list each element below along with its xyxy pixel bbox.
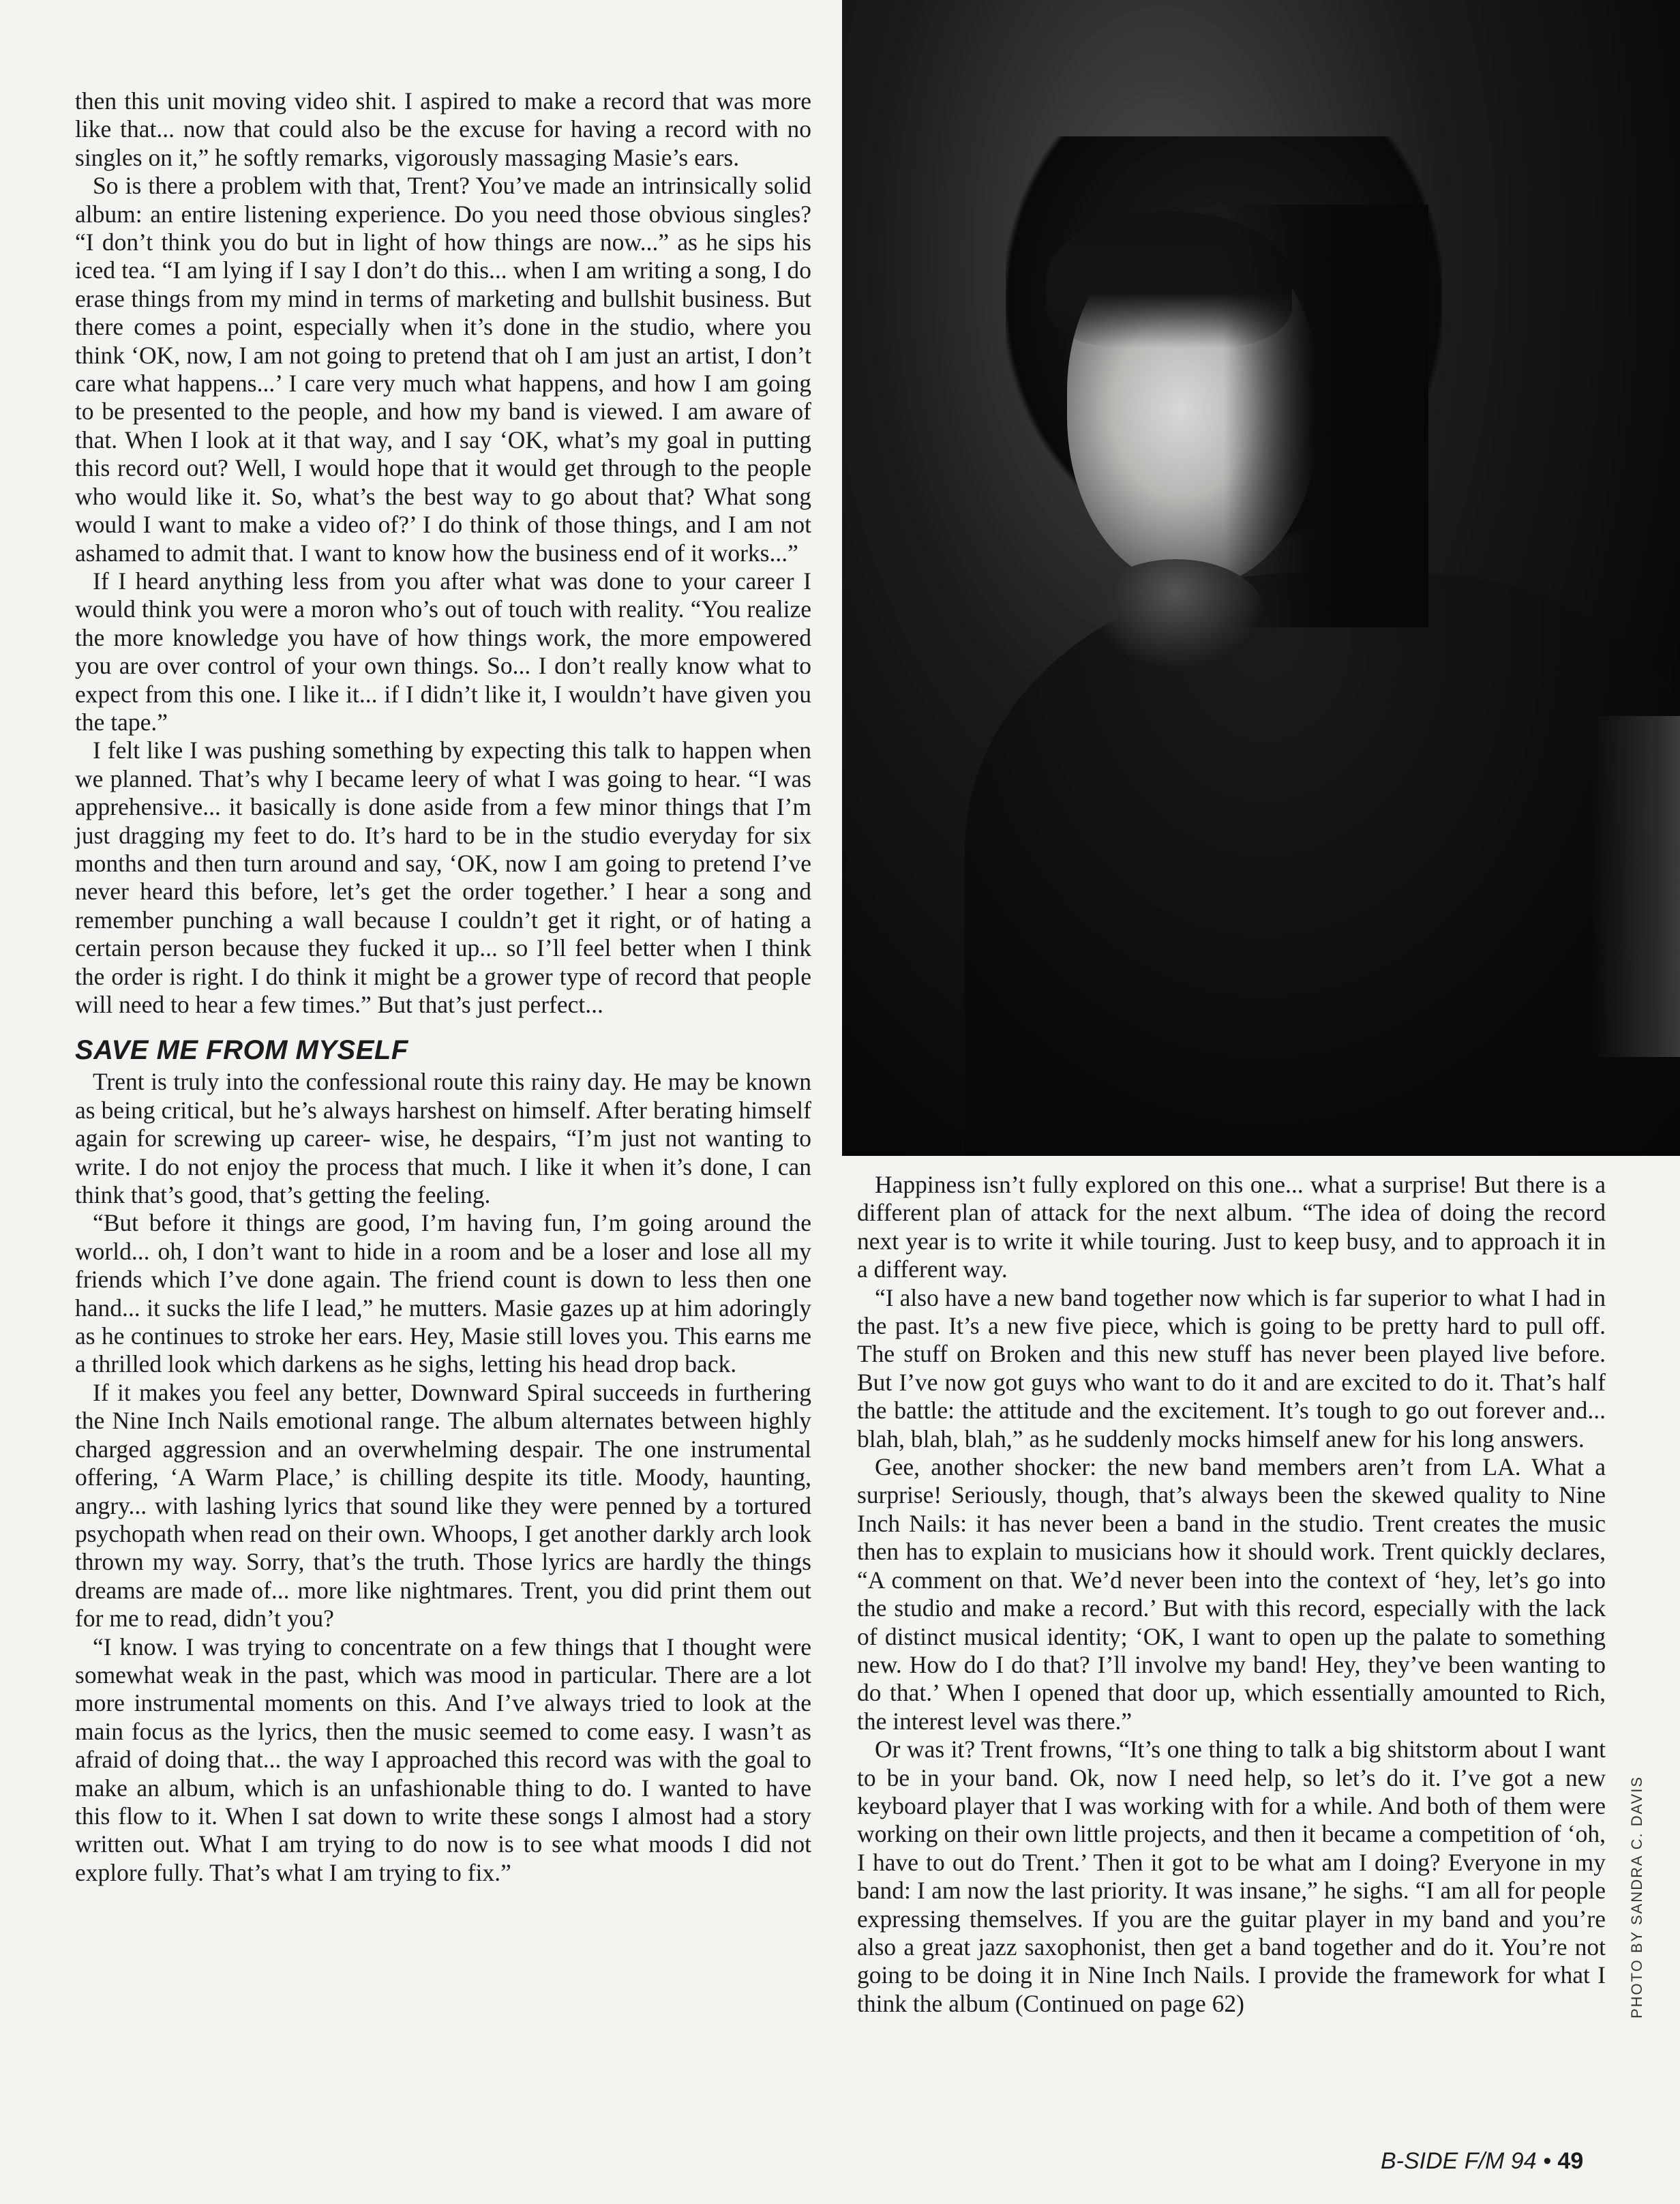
article-paragraph: So is there a problem with that, Trent? You’ve made an intrinsically solid album: an entire listening experience. Do you need those obvious singles? “I don’t think you do but in light of how things are now...” as he sips his iced tea. “I am lying if I say I don’t do this... when I am writing a song, I do erase things from my mind in terms of marketing and bullshit business. But there comes a point, especially when it’s done in the studio, where you think ‘OK, now, I am not going to pretend that oh I am just an artist, I don’t care what happens...’ I care very much what happens, and how I am going to be presented to the people, and how my band is viewed. I am aware of that. When I look at it that way, and I say ‘OK, what’s my goal in putting this record out? Well, I would hope that it would get through to the people who would like it. So, what’s the best way to go about that? What song would I want to make a video of?’ I do think of those things, and I am not ashamed to admit that. I want to know how the business end of it works...” xyxy=(75,172,811,567)
left-column xyxy=(75,87,811,1887)
photo-shadow xyxy=(1224,205,1428,627)
portrait-photo xyxy=(842,0,1680,1156)
section-heading: SAVE ME FROM MYSELF xyxy=(75,1035,408,1066)
article-paragraph: “I also have a new band together now which is far superior to what I had in the past. It’s a new five piece, which is going to be pretty hard to pull off. The stuff on Broken and this new stuff has never been played live before. But I’ve now got guys who want to do it and are excited to do it. That’s half the battle: the attitude and the excitement. It’s tough to go out forever and... blah, blah, blah,” as he suddenly mocks himself anew for his long answers. xyxy=(857,1283,1606,1453)
article-paragraph: then this unit moving video shit. I aspired to make a record that was more like that... now that could also be the excuse for having a record with no singles on it,” he softly remarks, vigorously massaging Masie’s ears. xyxy=(75,87,811,171)
article-paragraph: If it makes you feel any better, Downward Spiral succeeds in furthering the Nine Inch Nails emotional range. The album alternates between highly charged aggression and an overwhelming despair. The one instrumental offering, ‘A Warm Place,’ is chilling despite its title. Moody, haunting, angry... with lashing lyrics that sound like they were penned by a tortured psychopath when read on their own. Whoops, I get another darkly arch look thrown my way. Sorry, that’s the truth. Those lyrics are hardly the things dreams are made of... more like nightmares. Trent, you did print them out for me to read, didn’t you? xyxy=(75,1378,811,1633)
photo-coat-shape xyxy=(965,573,1680,1156)
article-paragraph: I felt like I was pushing something by expecting this talk to happen when we planned. That’s why I became leery of what I was going to hear. “I was apprehensive... it basically is done aside from a few minor things that I’m just dragging my feet to do. It’s hard to be in the studio everyday for six months and then turn around and say, ‘OK, now I am going to pretend I’ve never heard this before, let’s get the order together.’ I hear a song and remember punching a wall because I couldn’t get it right, or of hating a certain person because they fucked it up... so I’ll feel better when I think the order is right. I do think it might be a grower type of record that people will need to hear a few times.” But that’s just perfect... xyxy=(75,736,811,1018)
article-paragraph: Or was it? Trent frowns, “It’s one thing to talk a big shitstorm about I want to be in your band. Ok, now I need help, so let’s do it. I’ve got a new keyboard player that I was working with for a while. And both of them were working on their own little projects, and then it became a competition of ‘oh, I have to out do Trent.’ Then it got to be what am I doing? Everyone in my band: I am now the last priority. It was insane,” he sighs. “I am all for people expressing themselves. If you are the guitar player in my band and you’re also a great jazz saxophonist, then get a band together and do it. You’re not going to be doing it in Nine Inch Nails. I provide the framework for what I think the album (Continued on page 62) xyxy=(857,1736,1606,2017)
publication-name: B-SIDE F/M 94 xyxy=(1381,2148,1537,2174)
photo-rim-light xyxy=(1592,716,1680,1057)
page-folio xyxy=(1381,2148,1583,2175)
article-paragraph: “I know. I was trying to concentrate on a few things that I thought were somewhat weak in the past, which was mood in particular. There are a lot more instrumental moments on this. And I’ve always tried to look at the main focus as the lyrics, then the music seemed to come easy. I wasn’t as afraid of doing that... the way I approached this record was with the goal to make an album, which is an unfashionable thing to do. I wanted to have this flow to it. When I sat down to write these songs I almost had a story written out. What I am trying to do now is to see what moods I did not explore fully. That’s what I am trying to fix.” xyxy=(75,1633,811,1886)
page-number: 49 xyxy=(1557,2148,1584,2174)
article-paragraph: If I heard anything less from you after what was done to your career I would think you were a moron who’s out of touch with reality. “You realize the more knowledge you have of how things work, the more empowered you are over control of your own things. So... I don’t really know what to expect from this one. I like it... if I didn’t like it, I wouldn’t have given you the tape.” xyxy=(75,567,811,736)
article-paragraph: Happiness isn’t fully explored on this one... what a surprise! But there is a different plan of attack for the next album. “The idea of doing the record next year is to write it while touring. Just to keep busy, and to approach it in a different way. xyxy=(857,1171,1606,1283)
photo-collar-highlight xyxy=(1088,559,1265,668)
right-column xyxy=(857,1171,1606,2018)
photo-credit: PHOTO BY SANDRA C. DAVIS xyxy=(1628,1775,1645,2019)
article-paragraph: Trent is truly into the confessional route this rainy day. He may be known as being critical, but he’s always harshest on himself. After berating himself again for screwing up career- wise, he despairs, “I’m just not wanting to write. I do not enjoy the process that much. I like it when it’s done, I can think that’s good, that’s getting the feeling. xyxy=(75,1068,811,1209)
folio-separator: • xyxy=(1543,2148,1551,2174)
article-paragraph: “But before it things are good, I’m having fun, I’m going around the world... oh, I don’t want to hide in a room and be a loser and lose all my friends which I’ve done again. The friend count is down to less then one hand... it sucks the life I lead,” he mutters. Masie gazes up at him adoringly as he continues to stroke her ears. Hey, Masie still loves you. This earns me a thrilled look which darkens as he sighs, letting his head drop back. xyxy=(75,1209,811,1378)
article-paragraph: Gee, another shocker: the new band members aren’t from LA. What a surprise! Seriously, though, that’s always been the skewed quality to Nine Inch Nails: it has never been a band in the studio. Trent creates the music then has to explain to musicians how it should work. Trent quickly declares, “A comment on that. We’d never been into the context of ‘hey, let’s go into the studio and make a record.’ But with this record, especially with the lack of distinct musical identity; ‘OK, I want to open up the palate to something new. How do I do that? I’ll involve my band! Hey, they’ve been wanting to do that.’ When I opened that door up, which essentially amounted to Rich, the interest level was there.” xyxy=(857,1453,1606,1735)
